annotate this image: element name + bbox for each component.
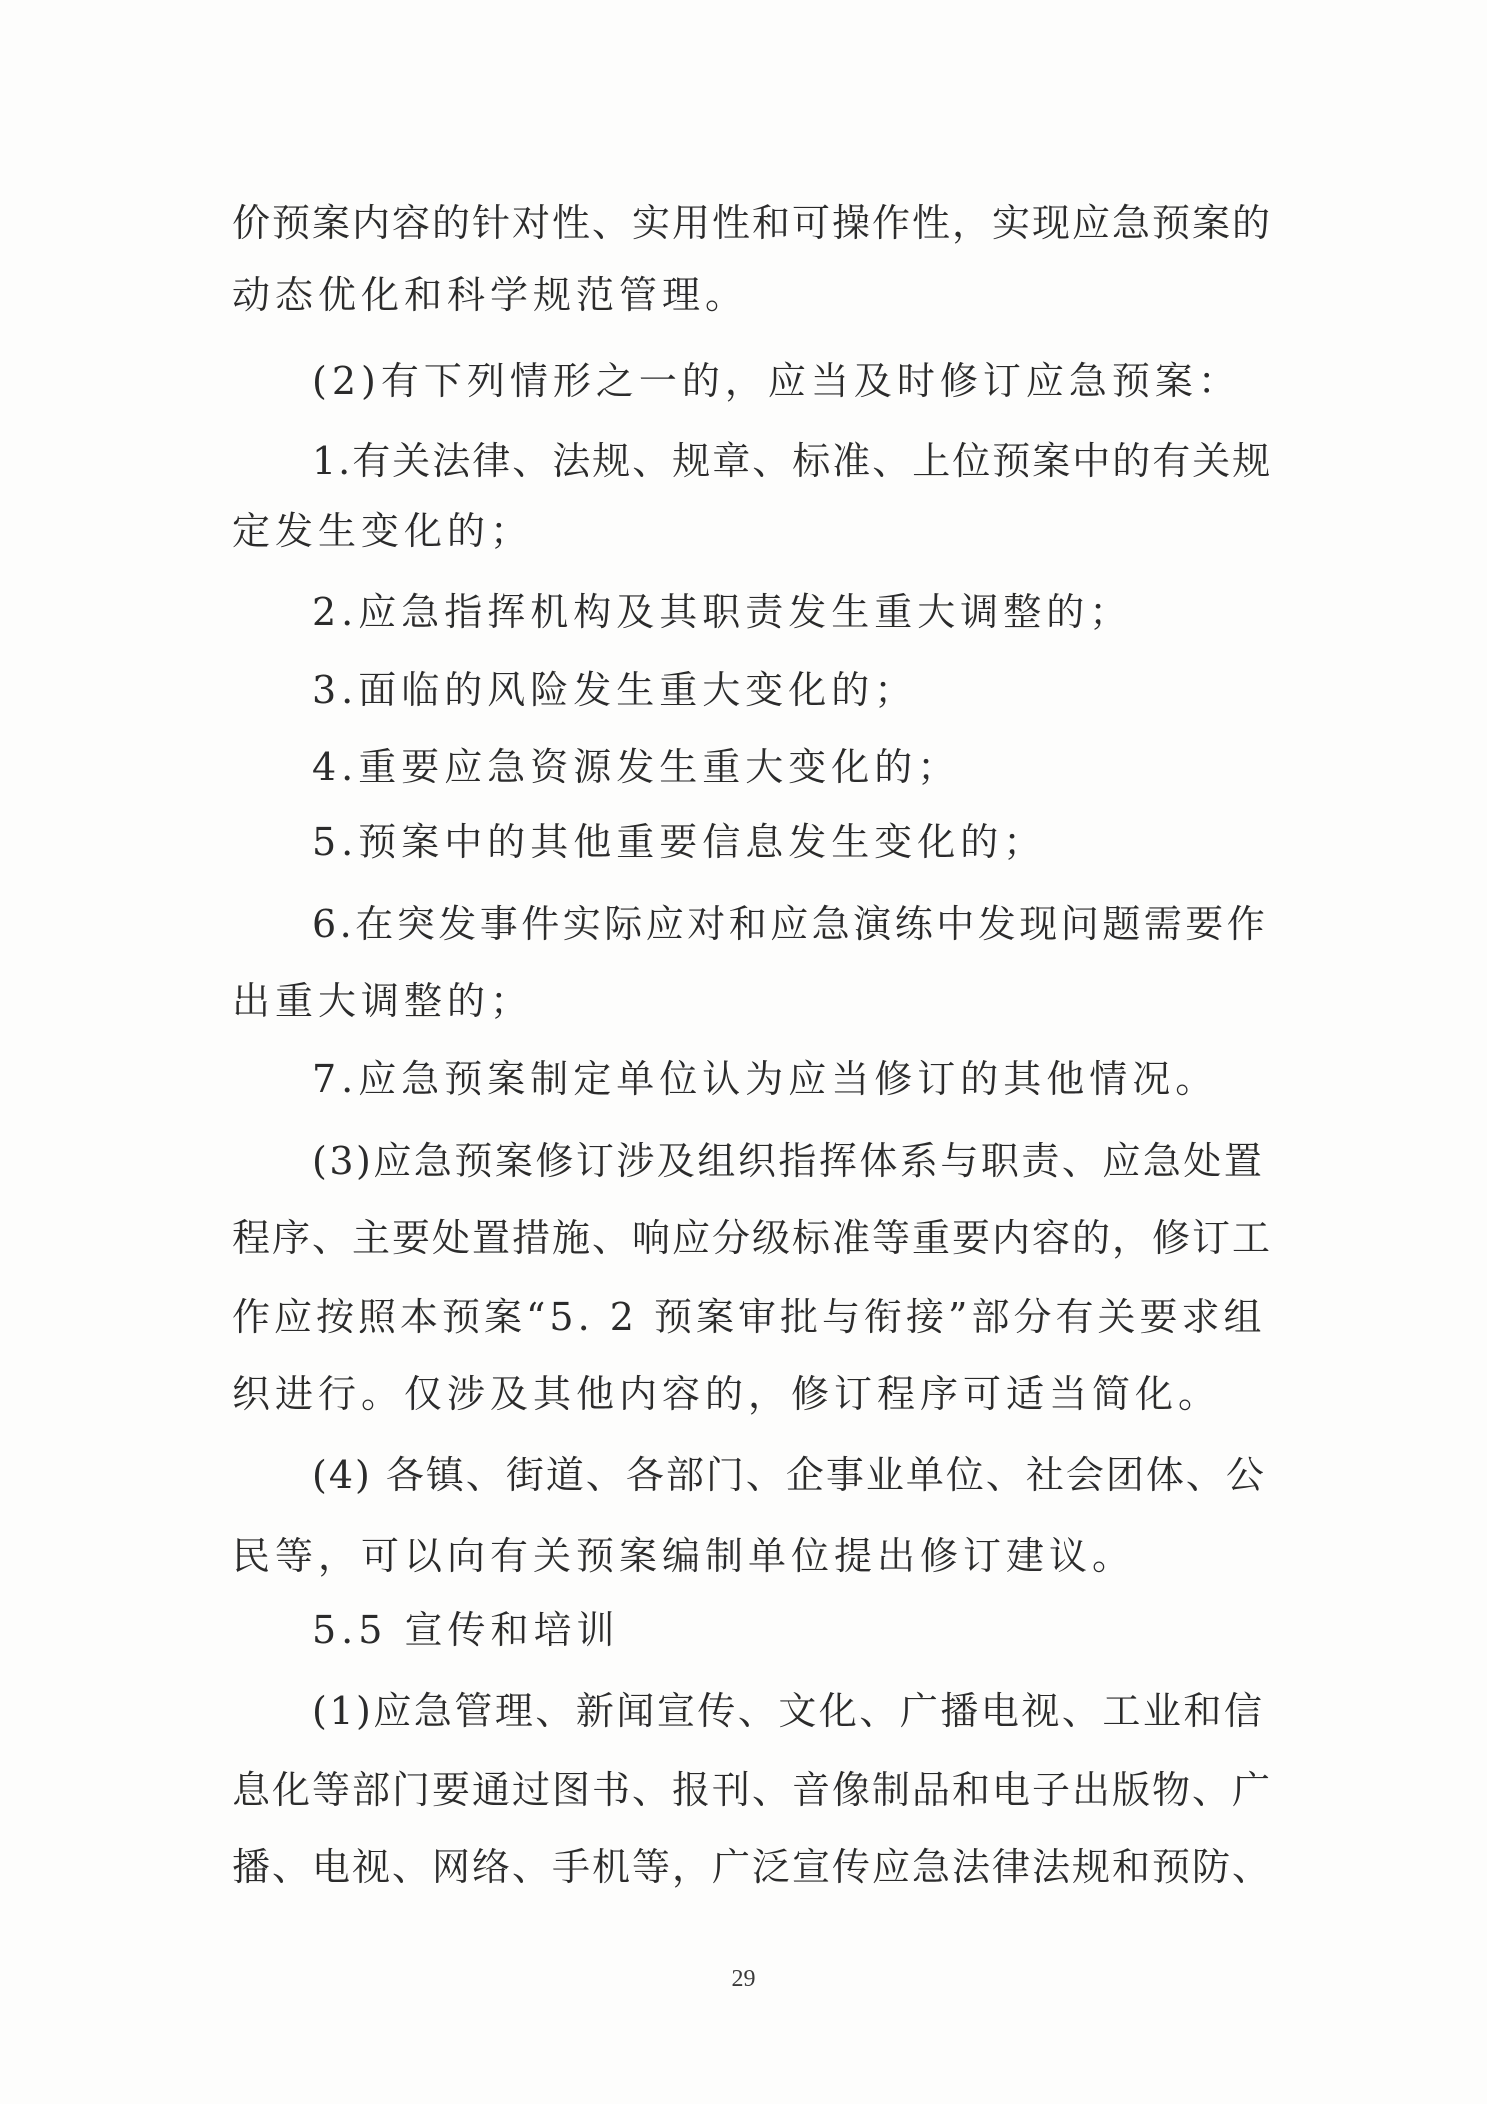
text-line-21: 息化等部门要通过图书、报刊、音像制品和电子出版物、广 xyxy=(232,1768,1273,1812)
text-line-8: 4.重要应急资源发生重大变化的； xyxy=(312,745,961,789)
text-line-22: 播、电视、网络、手机等，广泛宣传应急法律法规和预防、 xyxy=(232,1845,1273,1889)
text-line-15: 作应按照本预案“5. 2 预案审批与衔接”部分有关要求组 xyxy=(232,1295,1266,1339)
text-line-4: 1.有关法律、法规、规章、标准、上位预案中的有关规 xyxy=(312,439,1273,483)
text-line-10: 6.在突发事件实际应对和应急演练中发现问题需要作 xyxy=(312,902,1269,946)
section-heading-5-5: 5.5 宣传和培训 xyxy=(312,1608,620,1652)
text-line-9: 5.预案中的其他重要信息发生变化的； xyxy=(312,820,1047,864)
text-line-7: 3.面临的风险发生重大变化的； xyxy=(312,668,918,712)
text-line-14: 程序、主要处置措施、响应分级标准等重要内容的，修订工 xyxy=(232,1216,1273,1260)
page-number: 29 xyxy=(731,1966,756,1992)
text-line-20: (1)应急管理、新闻宣传、文化、广播电视、工业和信 xyxy=(312,1689,1265,1733)
text-line-11: 出重大调整的； xyxy=(232,979,534,1023)
text-line-1: 价预案内容的针对性、实用性和可操作性，实现应急预案的 xyxy=(232,201,1273,245)
text-line-2: 动态优化和科学规范管理。 xyxy=(232,273,749,317)
text-line-5: 定发生变化的； xyxy=(232,509,534,553)
text-line-3: (2)有下列情形之一的，应当及时修订应急预案： xyxy=(312,359,1241,403)
text-line-18: 民等，可以向有关预案编制单位提出修订建议。 xyxy=(232,1534,1136,1578)
text-line-6: 2.应急指挥机构及其职责发生重大调整的； xyxy=(312,590,1133,634)
text-line-12: 7.应急预案制定单位认为应当修订的其他情况。 xyxy=(312,1057,1219,1101)
text-line-17: (4) 各镇、街道、各部门、企事业单位、社会团体、公 xyxy=(312,1453,1266,1497)
text-line-16: 织进行。仅涉及其他内容的，修订程序可适当简化。 xyxy=(232,1372,1222,1416)
text-line-13: (3)应急预案修订涉及组织指挥体系与职责、应急处置 xyxy=(312,1139,1265,1183)
